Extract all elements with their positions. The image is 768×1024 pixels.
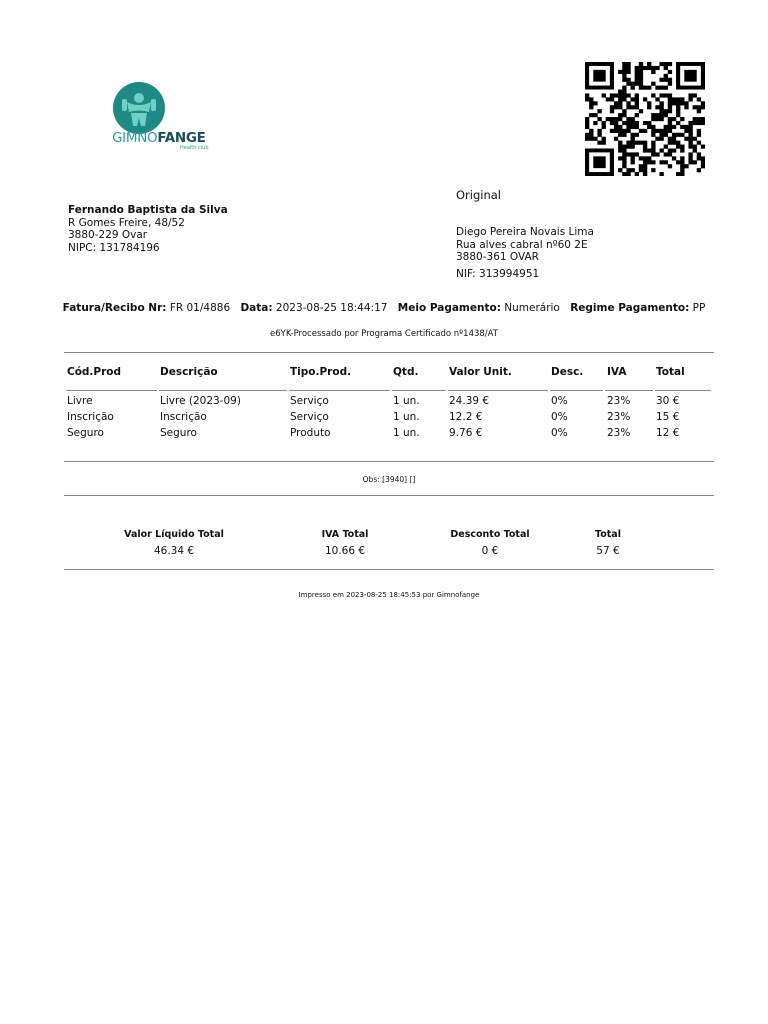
divider	[64, 569, 714, 570]
col-header-qty: Qtd.	[393, 366, 419, 378]
cell-type: Produto	[290, 427, 331, 439]
header-underline	[66, 390, 157, 391]
col-header-unit-price: Valor Unit.	[449, 366, 512, 378]
issuer-nif: NIF: 313994951	[456, 267, 540, 280]
issuer-address: Rua alves cabral nº60 2E	[456, 238, 588, 251]
qr-code-icon	[585, 62, 705, 176]
cell-vat: 23%	[607, 427, 631, 439]
client-address: R Gomes Freire, 48/52	[68, 216, 185, 229]
vat-total	[295, 527, 395, 559]
header-underline	[448, 390, 548, 391]
cell-type: Serviço	[290, 395, 329, 407]
grand-total	[568, 527, 648, 559]
header-underline	[605, 390, 653, 391]
company-logo	[110, 82, 222, 156]
vat-total-label: IVA Total	[321, 529, 369, 540]
payment-method: Numerário	[504, 302, 560, 314]
header-underline	[159, 390, 287, 391]
client-name: Fernando Baptista da Silva	[68, 204, 228, 216]
table-row	[64, 426, 714, 442]
issuer-name: Diego Pereira Novais Lima	[456, 226, 594, 238]
cell-discount: 0%	[551, 427, 568, 439]
cell-total: 12 €	[656, 427, 680, 439]
net-total-value: 46.34 €	[153, 545, 195, 557]
certification-note: e6YK-Processado por Programa Certificado nº1438/AT	[269, 329, 499, 339]
client-block	[68, 204, 228, 254]
cell-vat: 23%	[607, 411, 631, 423]
col-header-vat: IVA	[607, 366, 627, 378]
payment-method-label: Meio Pagamento:	[397, 302, 501, 314]
divider	[64, 461, 714, 462]
cell-unit-price: 9.76 €	[449, 427, 483, 439]
divider	[64, 495, 714, 496]
invoice-number: FR 01/4886	[169, 302, 231, 314]
cell-code: Inscrição	[67, 411, 114, 423]
col-header-code: Cód.Prod	[67, 366, 122, 378]
client-nipc: NIPC: 131784196	[68, 241, 160, 254]
grand-total-value: 57 €	[596, 545, 620, 557]
cell-description: Livre (2023-09)	[160, 395, 241, 407]
logo-wordmark: GIMNOFANGE	[112, 130, 206, 146]
cell-total: 30 €	[656, 395, 680, 407]
cell-qty: 1 un.	[393, 395, 420, 407]
issuer-block	[456, 226, 594, 280]
gym-figure-icon	[113, 82, 165, 134]
cell-qty: 1 un.	[393, 427, 420, 439]
discount-total-value: 0 €	[481, 545, 499, 557]
invoice-date: 2023-08-25 18:44:17	[275, 302, 388, 314]
payment-regime: PP	[692, 302, 706, 314]
items-table	[64, 360, 714, 442]
net-total	[104, 527, 244, 559]
cell-total: 15 €	[656, 411, 680, 423]
divider	[64, 352, 714, 353]
grand-total-label: Total	[595, 529, 621, 540]
cell-type: Serviço	[290, 411, 329, 423]
invoice-number-label: Fatura/Recibo Nr:	[62, 302, 167, 314]
table-header-row	[64, 360, 714, 390]
header-underline	[550, 390, 603, 391]
header-underline	[289, 390, 390, 391]
cell-discount: 0%	[551, 411, 568, 423]
cell-unit-price: 24.39 €	[449, 395, 490, 407]
col-header-total: Total	[656, 366, 685, 378]
cell-description: Seguro	[160, 427, 197, 439]
cell-code: Livre	[67, 395, 93, 407]
logo-tagline: Health club	[180, 145, 209, 151]
vat-total-value: 10.66 €	[324, 545, 366, 557]
table-row	[64, 394, 714, 410]
net-total-label: Valor Líquido Total	[124, 529, 224, 540]
copy-label: Original	[456, 188, 502, 202]
col-header-description: Descrição	[160, 366, 218, 378]
table-row	[64, 410, 714, 426]
cell-description: Inscrição	[160, 411, 207, 423]
date-label: Data:	[240, 302, 273, 314]
cell-unit-price: 12.2 €	[449, 411, 483, 423]
issuer-postal: 3880-361 OVAR	[456, 251, 539, 263]
invoice-meta	[0, 302, 768, 314]
header-underline	[655, 390, 711, 391]
client-postal: 3880-229 Ovar	[68, 229, 148, 241]
payment-regime-label: Regime Pagamento:	[570, 302, 690, 314]
col-header-type: Tipo.Prod.	[290, 366, 352, 378]
cell-code: Seguro	[67, 427, 104, 439]
discount-total	[430, 527, 550, 559]
discount-total-label: Desconto Total	[450, 529, 530, 540]
printed-footer: Impresso em 2023-08-25 18:45:53 por Gimnofange	[298, 591, 480, 599]
observations: Obs: [3940] []	[362, 475, 416, 484]
col-header-discount: Desc.	[551, 366, 584, 378]
cell-vat: 23%	[607, 395, 631, 407]
cell-qty: 1 un.	[393, 411, 420, 423]
cell-discount: 0%	[551, 395, 568, 407]
header-underline	[392, 390, 446, 391]
